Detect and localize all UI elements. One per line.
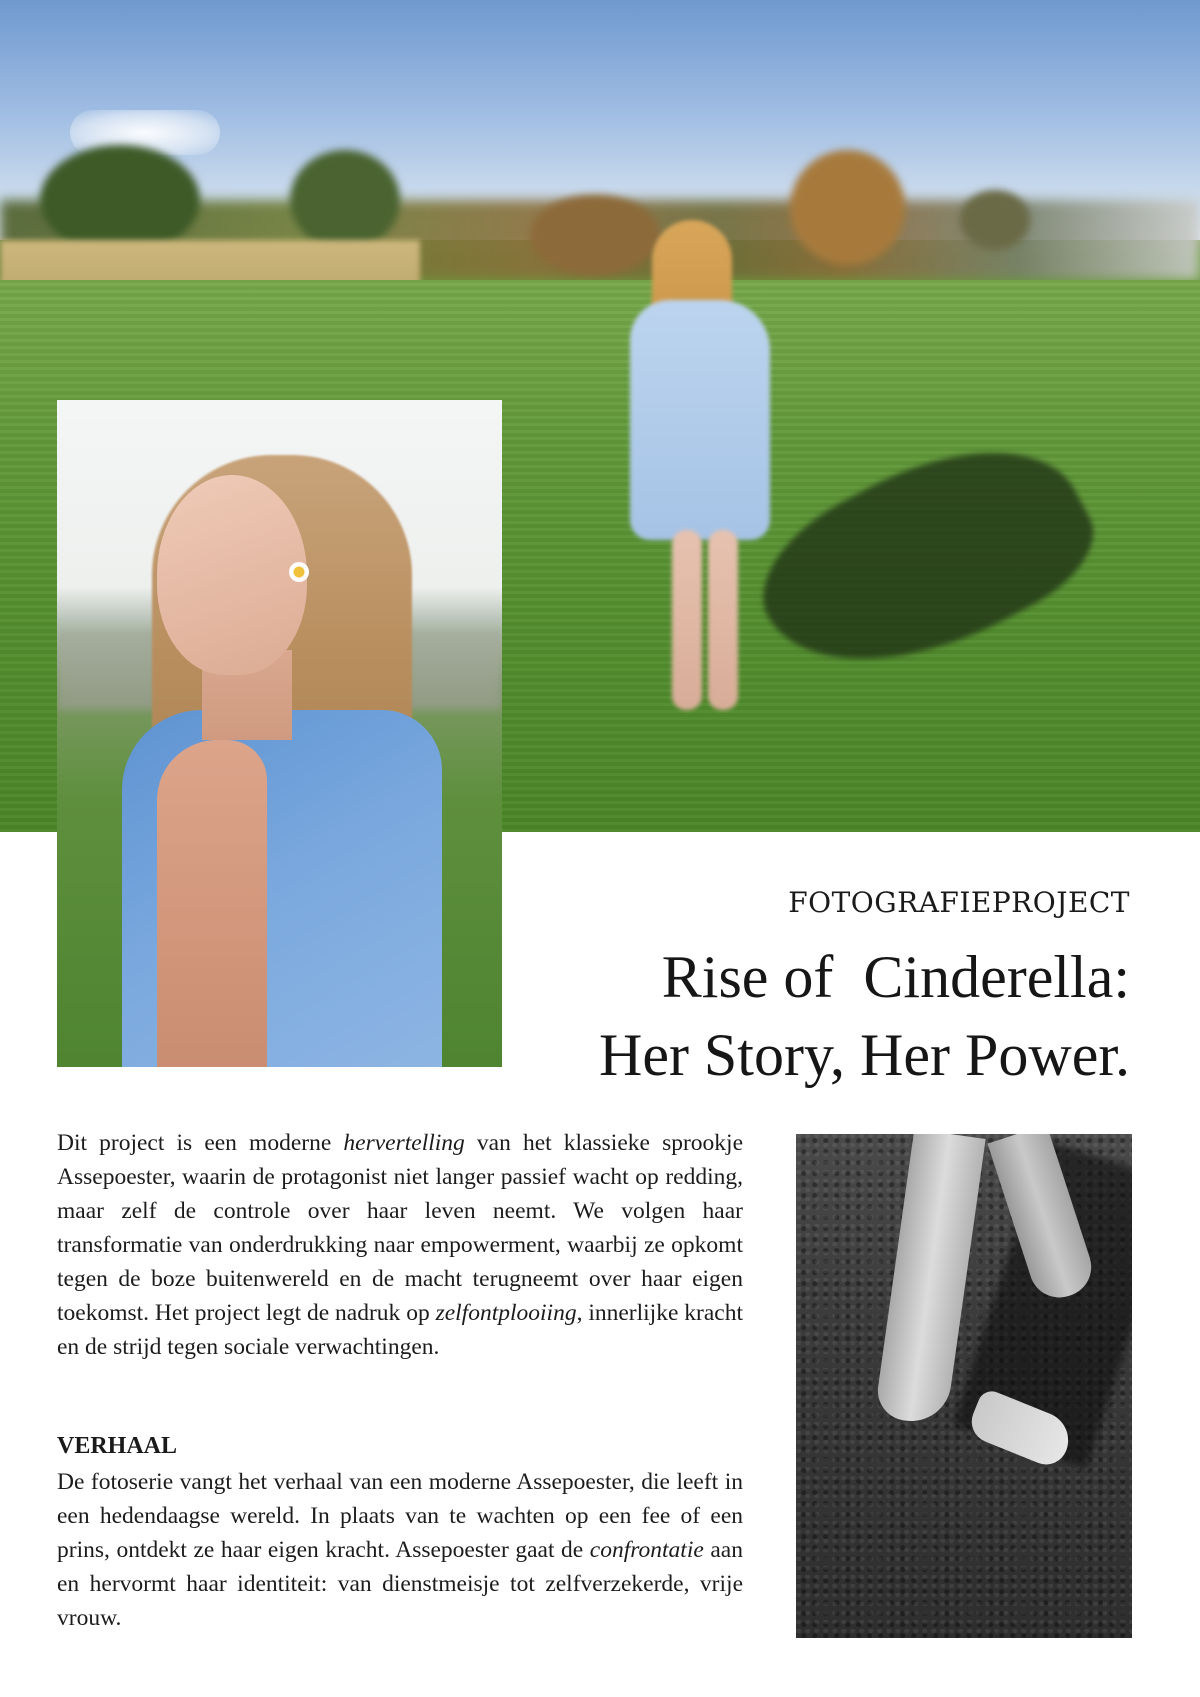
kicker-heading: FOTOGRAFIEPROJECT (788, 886, 1130, 919)
intro-text: Dit project is een moderne (57, 1130, 344, 1156)
portrait-photo (57, 400, 502, 1067)
title-line-1: Rise of Cinderella: (661, 944, 1130, 1010)
tree (290, 150, 400, 250)
girl-leg (672, 530, 702, 710)
verhaal-emphasis: confrontatie (589, 1537, 704, 1563)
portrait-arm (157, 740, 267, 1067)
bare-feet-photo (796, 1134, 1132, 1638)
verhaal-heading: VERHAAL (57, 1433, 178, 1459)
girl-dress (630, 300, 770, 540)
daisy-flower (289, 562, 309, 582)
girl-leg (708, 530, 738, 710)
walking-girl (600, 220, 820, 740)
intro-emphasis: hervertelling (343, 1130, 465, 1156)
title-line-2: Her Story, Her Power. (598, 1022, 1130, 1088)
intro-text: van het klassieke sprookje Assepoester, waarin de protagonist niet langer passief wacht op redding, maar zelf de controle over haar leven neemt. We volgen haar transformatie van onderdrukking naar empowerment, waarbij ze opkomt tegen de boze buitenwereld en de macht terugneemt over haar eigen toekomst. Het project legt de nadruk op (57, 1130, 744, 1326)
verhaal-text: De fotoserie vangt het verhaal van een moderne Assepoester, die leeft in een hedendaagse wereld. In plaats van te wachten op een fee of een prins, ontdekt ze haar eigen kracht. Assepoester gaat de (57, 1469, 743, 1563)
intro-paragraph (57, 1126, 743, 1364)
intro-emphasis: zelfontplooiing (435, 1300, 577, 1326)
portrait-face (157, 475, 307, 675)
tree (40, 145, 200, 255)
intro-text: , innerlijke kracht en de strijd tegen sociale verwachtingen. (57, 1300, 743, 1360)
verhaal-text: aan en hervormt haar identiteit: van dienstmeisje tot zelfverzekerde, vrije vrouw. (57, 1537, 743, 1631)
page-title (599, 938, 1130, 1094)
verhaal-paragraph (57, 1465, 743, 1635)
tree (960, 190, 1030, 250)
